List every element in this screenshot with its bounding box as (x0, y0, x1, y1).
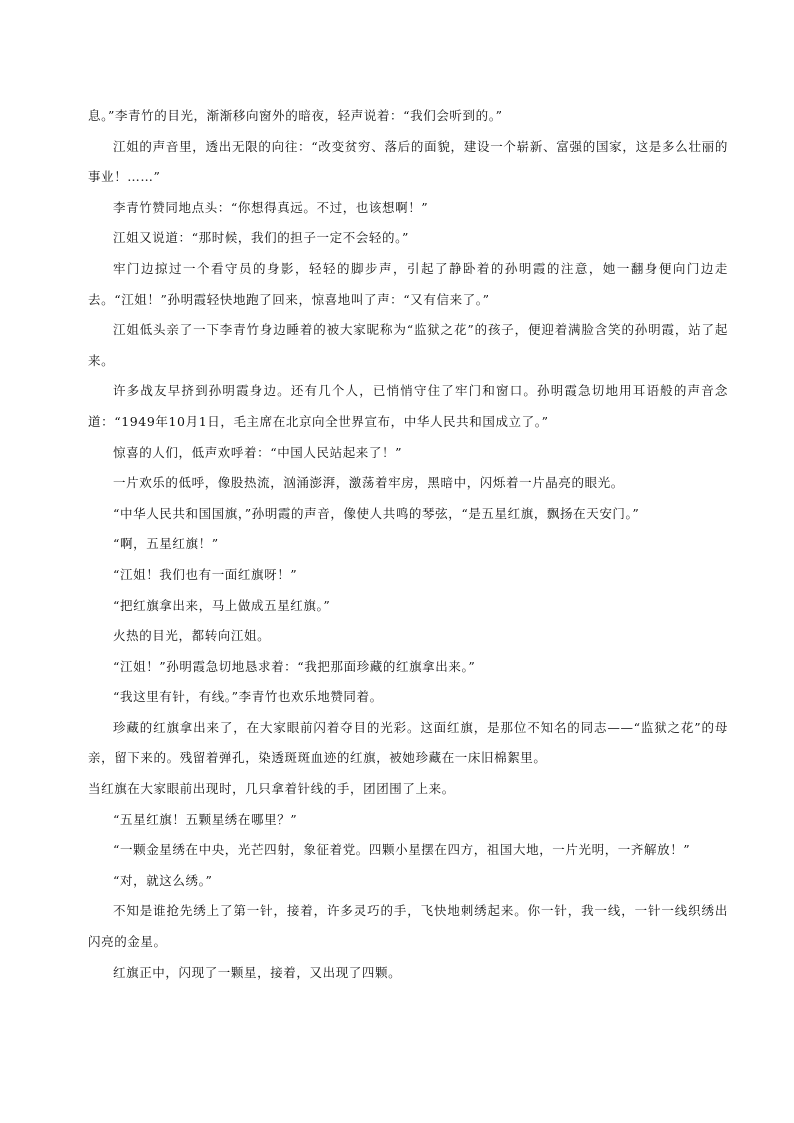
paragraph: “中华人民共和国国旗，”孙明霞的声音，像使人共鸣的琴弦，“是五星红旗，飘扬在天安门。” (113, 505, 640, 521)
paragraph: 江姐又说道：“那时候，我们的担子一定不会轻的。” (113, 230, 409, 246)
paragraph: 红旗正中，闪现了一颗星，接着，又出现了四颗。 (113, 964, 402, 980)
paragraph: “把红旗拿出来，马上做成五星红旗。” (113, 597, 331, 613)
paragraph: “一颗金星绣在中央，光芒四射，象征着党。四颗小星摆在四方，祖国大地，一片光明，一齐解放！” (113, 842, 691, 858)
paragraph: “五星红旗！五颗星绣在哪里？” (113, 811, 298, 827)
paragraph: 息。”李青竹的目光，渐渐移向窗外的暗夜，轻声说着：“我们会听到的。” (88, 108, 503, 123)
paragraph: 李青竹赞同地点头：“你想得真远。不过，也该想啊！” (113, 199, 429, 215)
paragraph: 江姐的声音里，透出无限的向往：“改变贫穷、落后的面貌，建设一个崭新、富强的国家，这是多么壮丽的事业！……” (88, 138, 728, 185)
paragraph: “江姐！”孙明霞急切地恳求着：“我把那面珍藏的红旗拿出来。” (113, 658, 476, 674)
paragraph: 惊喜的人们，低声欢呼着：“中国人民站起来了！” (113, 444, 403, 460)
paragraph: 牢门边掠过一个看守员的身影，轻轻的脚步声，引起了静卧着的孙明霞的注意，她一翻身便向门边走去。“江姐！”孙明霞轻快地跑了回来，惊喜地叫了声：“又有信来了。” (88, 260, 728, 307)
paragraph: 江姐低头亲了一下李青竹身边睡着的被大家昵称为“监狱之花”的孩子，便迎着满脸含笑的孙明霞，站了起来。 (88, 322, 728, 368)
paragraph: “啊，五星红旗！” (113, 536, 219, 552)
paragraph: “对，就这么绣。” (113, 872, 213, 888)
paragraph: 不知是谁抢先绣上了第一针，接着，许多灵巧的手，飞快地刺绣起来。你一针，我一线，一针一线织绣出闪亮的金星。 (88, 903, 728, 950)
paragraph: “我这里有针，有线。”李青竹也欢乐地赞同着。 (113, 689, 383, 705)
paragraph: 一片欢乐的低呼，像股热流，汹涌澎湃，激荡着牢房，黑暗中，闪烁着一片晶亮的眼光。 (113, 475, 624, 491)
paragraph: 许多战友早挤到孙明霞身边。还有几个人，已悄悄守住了牢门和窗口。孙明霞急切地用耳语般的声音念道：“1949年10月1日，毛主席在北京向全世界宣布，中华人民共和国成立了。” (88, 383, 728, 429)
paragraph: “江姐！我们也有一面红旗呀！” (113, 566, 298, 582)
paragraph: 火热的目光，都转向江姐。 (113, 628, 271, 644)
paragraph: 珍藏的红旗拿出来了，在大家眼前闪着夺目的光彩。这面红旗，是那位不知名的同志——“监狱之花”的母亲，留下来的。残留着弹孔，染透斑斑血迹的红旗，被她珍藏在一床旧棉絮里。 (88, 719, 728, 766)
paragraph: 当红旗在大家眼前出现时，几只拿着针线的手，团团围了上来。 (88, 781, 455, 797)
document-page (88, 101, 728, 988)
